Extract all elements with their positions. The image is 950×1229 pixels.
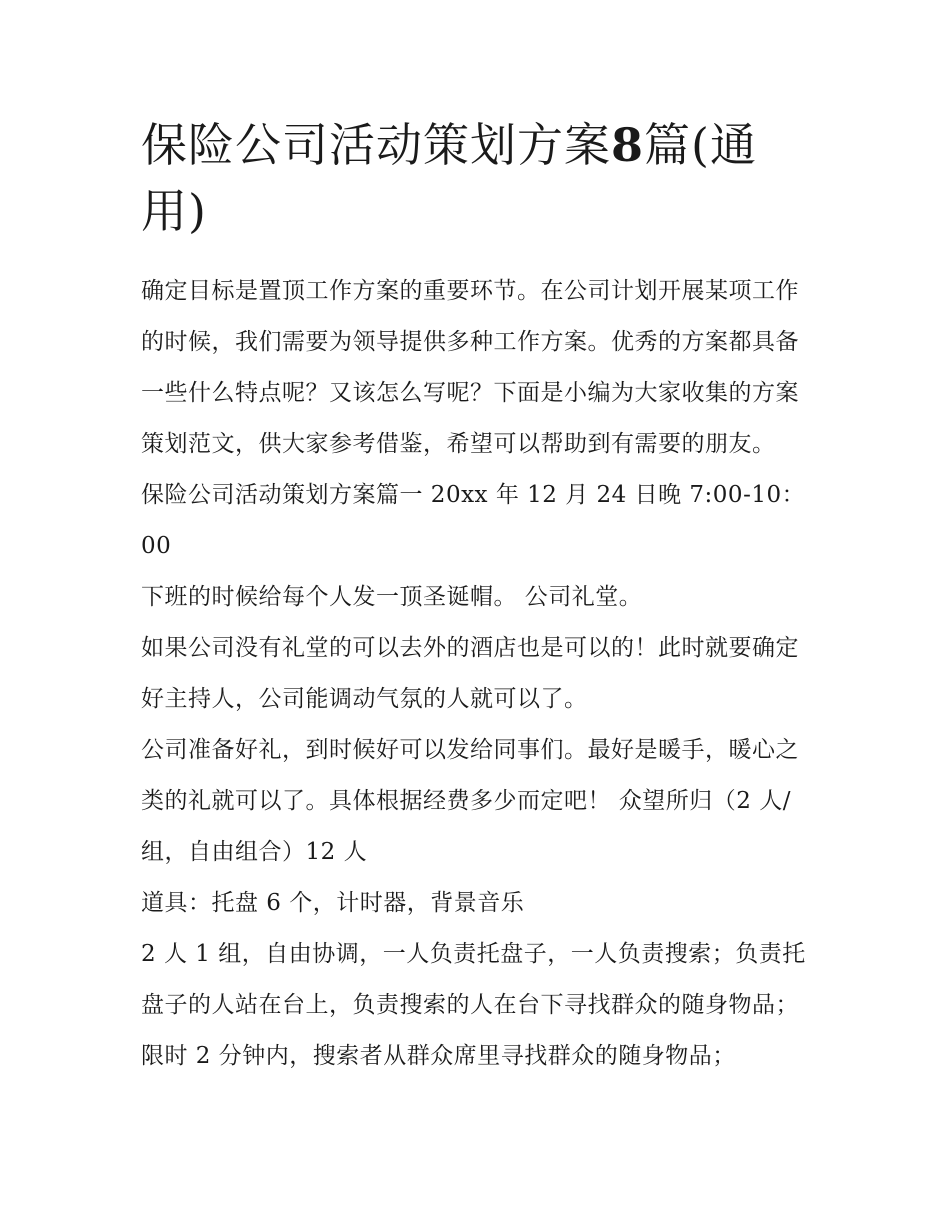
event-location-paragraph: 下班的时候给每个人发一顶圣诞帽。 公司礼堂。 (141, 584, 643, 610)
document-page (141, 112, 813, 1082)
props-paragraph: 道具：托盘 6 个，计时器，背景音乐 (141, 890, 525, 916)
title-text-part1: 保险公司活动策划方案 (141, 118, 611, 172)
rules-paragraph: 2 人 1 组，自由协调，一人负责托盘子，一人负责搜索；负责托盘子的人站在台上，负责搜索的人在台下寻找群众的随身物品；限时 2 分钟内，搜索者从群众席里寻找群众的随身物品； (141, 941, 806, 1069)
venue-host-paragraph: 如果公司没有礼堂的可以去外的酒店也是可以的！此时就要确定好主持人，公司能调动气氛的人就可以了。 (141, 635, 799, 712)
document-title (141, 112, 813, 244)
intro-paragraph: 确定目标是置顶工作方案的重要环节。在公司计划开展某项工作的时候，我们需要为领导提供多种工作方案。优秀的方案都具备一些什么特点呢？又该怎么写呢？下面是小编为大家收集的方案策划范文，供大家参考借鉴，希望可以帮助到有需要的朋友。 (141, 278, 799, 457)
title-text-part2: 篇(通用) (141, 118, 757, 238)
event-time-paragraph: 保险公司活动策划方案篇一 20xx 年 12 月 24 日晚 7:00-10：00 (141, 482, 806, 559)
gift-game-paragraph: 公司准备好礼，到时候好可以发给同事们。最好是暖手，暖心之类的礼就可以了。具体根据经费多少而定吧！ 众望所归（2 人/组，自由组合）12 人 (141, 737, 799, 865)
document-body (141, 266, 813, 1082)
title-number: 8 (611, 118, 645, 172)
